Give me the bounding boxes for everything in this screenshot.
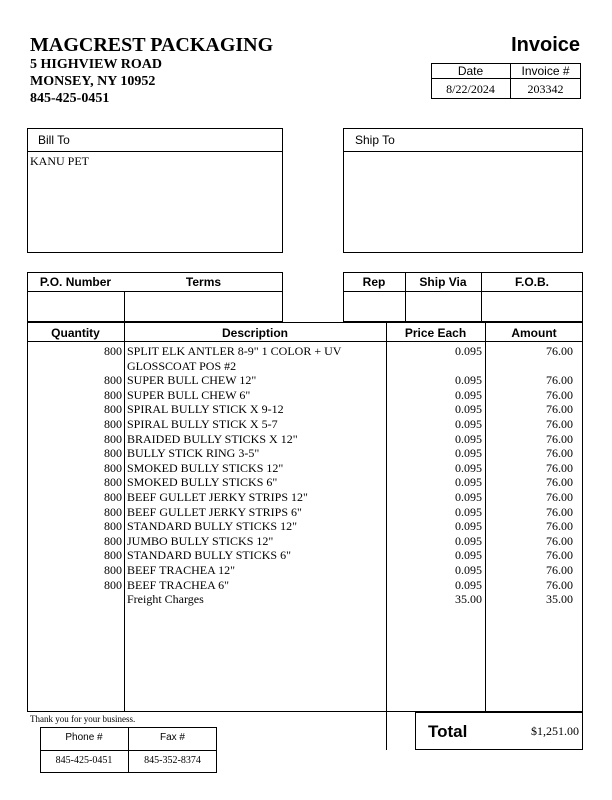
item-description: Freight Charges — [127, 592, 204, 607]
item-price-each: 0.095 — [455, 431, 482, 446]
table-row — [27, 490, 583, 505]
item-amount: 76.00 — [546, 519, 573, 534]
rep-label: Rep — [362, 275, 386, 289]
item-amount: 76.00 — [546, 504, 573, 519]
bill-to-label: Bill To — [38, 133, 70, 147]
invoice-number: 203342 — [527, 82, 564, 96]
item-price-each: 0.095 — [455, 446, 482, 461]
item-quantity: 800 — [104, 417, 122, 431]
item-quantity: 800 — [104, 387, 122, 402]
item-price-each: 0.095 — [455, 548, 482, 563]
fob-label: F.O.B. — [514, 275, 549, 289]
table-row — [27, 344, 583, 373]
table-row — [27, 373, 583, 388]
item-description: BEEF GULLET JERKY STRIPS 12" — [127, 490, 308, 504]
table-row — [27, 505, 583, 520]
item-price-each: 0.095 — [455, 577, 482, 592]
item-quantity: 800 — [104, 475, 122, 490]
table-row — [27, 519, 583, 534]
bill-to-line: KANU PET — [30, 154, 89, 168]
table-row — [27, 446, 583, 461]
item-amount: 76.00 — [546, 446, 573, 461]
table-row — [27, 388, 583, 403]
item-description: STANDARD BULLY STICKS 6" — [127, 548, 291, 563]
item-amount: 76.00 — [546, 344, 573, 358]
item-amount: 76.00 — [546, 431, 573, 446]
item-description: BEEF GULLET JERKY STRIPS 6" — [127, 504, 302, 519]
item-quantity: 800 — [104, 460, 122, 475]
item-quantity: 800 — [104, 373, 122, 388]
item-quantity: 800 — [104, 446, 122, 461]
item-amount: 76.00 — [546, 533, 573, 548]
item-price-each: 0.095 — [455, 533, 482, 548]
item-price-each: 0.095 — [455, 417, 482, 431]
item-description: BULLY STICK RING 3-5" — [127, 446, 260, 461]
item-price-each: 0.095 — [455, 475, 482, 490]
item-description: STANDARD BULLY STICKS 12" — [127, 519, 297, 534]
table-row — [27, 548, 583, 563]
item-description: BEEF TRACHEA 6" — [127, 577, 230, 592]
col-price-each: Price Each — [404, 326, 467, 340]
table-row — [27, 534, 583, 549]
table-row — [27, 475, 583, 490]
item-description: BRAIDED BULLY STICKS X 12" — [127, 431, 298, 446]
item-amount: 76.00 — [546, 577, 573, 592]
company-address-line2: MONSEY, NY 10952 — [30, 74, 156, 89]
total-label: Total — [428, 722, 468, 741]
item-price-each: 0.095 — [455, 344, 482, 358]
item-description: SPIRAL BULLY STICK X 5-7 — [127, 417, 278, 431]
item-price-each: 0.095 — [455, 387, 482, 402]
item-description: SPIRAL BULLY STICK X 9-12 — [127, 402, 284, 417]
col-amount: Amount — [511, 326, 557, 340]
ship-to-label: Ship To — [355, 133, 395, 147]
item-description: GLOSSCOAT POS #2 — [127, 358, 237, 373]
table-row — [27, 402, 583, 417]
item-quantity: 800 — [104, 431, 122, 446]
item-description: SPLIT ELK ANTLER 8-9" 1 COLOR + UV — [127, 344, 342, 358]
item-price-each: 0.095 — [455, 504, 482, 519]
item-amount: 76.00 — [546, 373, 573, 388]
item-price-each: 0.095 — [455, 373, 482, 388]
item-amount: 76.00 — [546, 417, 573, 431]
item-amount: 76.00 — [546, 387, 573, 402]
table-row — [27, 592, 583, 607]
total-value: $1,251.00 — [531, 724, 579, 738]
col-description: Description — [221, 326, 288, 340]
item-amount: 76.00 — [546, 402, 573, 417]
item-amount: 76.00 — [546, 548, 573, 563]
item-quantity: 800 — [104, 519, 122, 534]
item-price-each: 0.095 — [455, 460, 482, 475]
item-quantity: 800 — [104, 533, 122, 548]
item-quantity: 800 — [104, 402, 122, 417]
item-amount: 76.00 — [546, 490, 573, 504]
item-price-each: 0.095 — [455, 563, 482, 577]
thank-you-note: Thank you for your business. — [30, 714, 136, 724]
fax-value: 845-352-8374 — [144, 755, 201, 766]
item-description: SUPER BULL CHEW 6" — [127, 387, 251, 402]
item-price-each: 0.095 — [455, 402, 482, 417]
item-amount: 76.00 — [546, 460, 573, 475]
ship-via-label: Ship Via — [419, 275, 467, 289]
document-title: Invoice — [511, 34, 580, 56]
item-amount: 35.00 — [546, 592, 573, 607]
company-name: MAGCREST PACKAGING — [30, 34, 274, 56]
phone-value: 845-425-0451 — [55, 755, 113, 766]
company-block — [30, 34, 273, 107]
item-quantity: 800 — [104, 563, 122, 577]
item-description: BEEF TRACHEA 12" — [127, 563, 236, 577]
table-row — [27, 417, 583, 432]
item-price-each: 35.00 — [455, 592, 482, 607]
item-quantity: 800 — [104, 548, 122, 563]
col-quantity: Quantity — [51, 326, 100, 340]
invoice-number-label: Invoice # — [521, 64, 570, 78]
item-price-each: 0.095 — [455, 519, 482, 534]
item-amount: 76.00 — [546, 563, 573, 577]
item-price-each: 0.095 — [455, 490, 482, 504]
item-amount: 76.00 — [546, 475, 573, 490]
date-label: Date — [457, 64, 484, 78]
table-row — [27, 578, 583, 593]
company-address-line1: 5 HIGHVIEW ROAD — [30, 57, 162, 72]
phone-label: Phone # — [65, 732, 103, 743]
item-description: JUMBO BULLY STICKS 12" — [127, 533, 274, 548]
table-row — [27, 432, 583, 447]
company-phone: 845-425-0451 — [30, 91, 110, 106]
invoice-date: 8/22/2024 — [446, 82, 495, 96]
po-number-label: P.O. Number — [39, 275, 112, 289]
item-description: SMOKED BULLY STICKS 12" — [127, 460, 284, 475]
item-quantity: 800 — [104, 490, 122, 504]
item-description: SMOKED BULLY STICKS 6" — [127, 475, 278, 490]
item-quantity: 800 — [104, 344, 122, 358]
terms-label: Terms — [185, 275, 222, 289]
item-quantity: 800 — [104, 504, 122, 519]
fax-label: Fax # — [159, 732, 185, 743]
item-quantity: 800 — [104, 577, 122, 592]
item-description: SUPER BULL CHEW 12" — [127, 373, 257, 388]
table-row — [27, 563, 583, 578]
table-row — [27, 461, 583, 476]
